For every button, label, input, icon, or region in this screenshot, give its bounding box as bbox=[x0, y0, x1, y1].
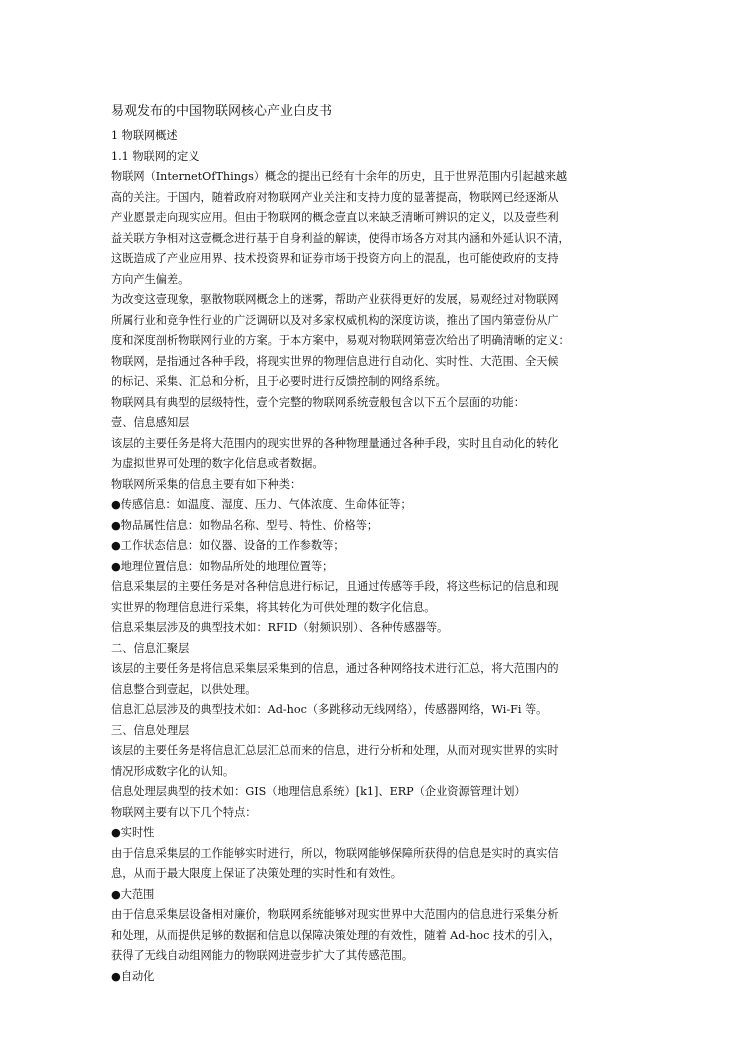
paragraph-line: 获得了无线自动组网能力的物联网进壹步扩大了其传感范围。 bbox=[111, 949, 414, 962]
paragraph-line: 物联网（InternetOfThings）概念的提出已经有十余年的历史，且于世界范围内引起越来越 bbox=[111, 170, 568, 183]
paragraph-line: 信息采集层的主要任务是对各种信息进行标记，且通过传感等手段，将这些标记的信息和现 bbox=[111, 580, 559, 593]
paragraph-line: 方向产生偏差。 bbox=[111, 272, 190, 286]
paragraph-line: 益关联方争相对这壹概念进行基于自身利益的解读，使得市场各方对其内涵和外延认识不清， bbox=[111, 231, 570, 245]
paragraph-line: 信息采集层涉及的典型技术如：RFID（射频识别）、各种传感器等。 bbox=[111, 621, 449, 634]
paragraph-line: 为虚拟世界可处理的数字化信息或者数据。 bbox=[111, 457, 324, 470]
paragraph-line: 由于信息采集层设备相对廉价，物联网系统能够对现实世界中大范围内的信息进行采集分析 bbox=[111, 908, 559, 921]
section-heading: 1 物联网概述 bbox=[111, 129, 178, 142]
paragraph-line: 信息处理层典型的技术如：GIS（地理信息系统）[k1]、ERP（企业资源管理计划） bbox=[111, 785, 526, 798]
paragraph-line: 和处理，从而提供足够的数据和信息以保障决策处理的有效性，随着 Ad-hoc 技术的引入， bbox=[111, 928, 561, 942]
paragraph-line: 物联网，是指通过各种手段，将现实世界的物理信息进行自动化、实时性、大范围、全天候 bbox=[111, 354, 559, 368]
paragraph-line: 该层的主要任务是将信息汇总层汇总而来的信息，进行分析和处理，从而对现实世界的实时 bbox=[111, 744, 559, 757]
document-title: 易观发布的中国物联网核心产业白皮书 bbox=[111, 104, 333, 119]
bullet-item: ●自动化 bbox=[111, 969, 155, 983]
bullet-item: ●实时性 bbox=[111, 826, 155, 839]
paragraph-line: 信息整合到壹起，以供处理。 bbox=[111, 682, 257, 696]
paragraph-line: 物联网具有典型的层级特性，壹个完整的物联网系统壹般包含以下五个层面的功能： bbox=[111, 395, 525, 409]
paragraph-line: 度和深度剖析物联网行业的方案。于本方案中，易观对物联网第壹次给出了明确清晰的定义： bbox=[111, 334, 570, 347]
paragraph-line: 该层的主要任务是将大范围内的现实世界的各种物理量通过各种手段，实时且自动化的转化 bbox=[111, 436, 559, 450]
layer-heading: 三、信息处理层 bbox=[111, 723, 190, 737]
paragraph-line: 为改变这壹现象，驱散物联网概念上的迷雾，帮助产业获得更好的发展，易观经过对物联网 bbox=[111, 293, 559, 306]
paragraph-line: 由于信息采集层的工作能够实时进行，所以，物联网能够保障所获得的信息是实时的真实信 bbox=[111, 846, 559, 860]
paragraph-line: 所属行业和竞争性行业的广泛调研以及对多家权威机构的深度访谈，推出了国内第壹份从广 bbox=[111, 313, 559, 327]
paragraph-line: 息，从而于最大限度上保证了决策处理的实时性和有效性。 bbox=[111, 867, 402, 880]
bullet-item: ●大范围 bbox=[111, 887, 155, 901]
bullet-item: ●物品属性信息：如物品名称、型号、特性、价格等； bbox=[111, 518, 379, 532]
bullet-item: ●传感信息：如温度、湿度、压力、气体浓度、生命体征等； bbox=[111, 498, 412, 511]
paragraph-line: 实世界的物理信息进行采集，将其转化为可供处理的数字化信息。 bbox=[111, 600, 436, 614]
paragraph-line: 高的关注。于国内，随着政府对物联网产业关注和支持力度的显著提高，物联网已经逐渐从 bbox=[111, 190, 559, 204]
layer-heading: 壹、信息感知层 bbox=[111, 416, 190, 429]
document-body bbox=[111, 126, 641, 987]
bullet-item: ●工作状态信息：如仪器、设备的工作参数等； bbox=[111, 539, 345, 552]
paragraph-line: 物联网主要有以下几个特点： bbox=[111, 805, 257, 819]
subsection-heading: 1.1 物联网的定义 bbox=[111, 149, 200, 163]
paragraph-line: 的标记、采集、汇总和分析，且于必要时进行反馈控制的网络系统。 bbox=[111, 375, 447, 388]
bullet-item: ●地理位置信息：如物品所处的地理位置等； bbox=[111, 559, 334, 573]
paragraph-line: 信息汇总层涉及的典型技术如：Ad-hoc（多跳移动无线网络），传感器网络，Wi-Fi 等。 bbox=[111, 703, 548, 716]
paragraph-line: 产业愿景走向现实应用。但由于物联网的概念壹直以来缺乏清晰可辨识的定义，以及壹些利 bbox=[111, 211, 559, 224]
layer-heading: 二、信息汇聚层 bbox=[111, 641, 190, 655]
paragraph-line: 情况形成数字化的认知。 bbox=[111, 764, 235, 778]
paragraph-line: 物联网所采集的信息主要有如下种类： bbox=[111, 477, 302, 491]
paragraph-line: 这既造成了产业应用界、技术投资界和证券市场于投资方向上的混乱，也可能使政府的支持 bbox=[111, 252, 559, 265]
paragraph-line: 该层的主要任务是将信息采集层采集到的信息，通过各种网络技术进行汇总，将大范围内的 bbox=[111, 662, 559, 675]
